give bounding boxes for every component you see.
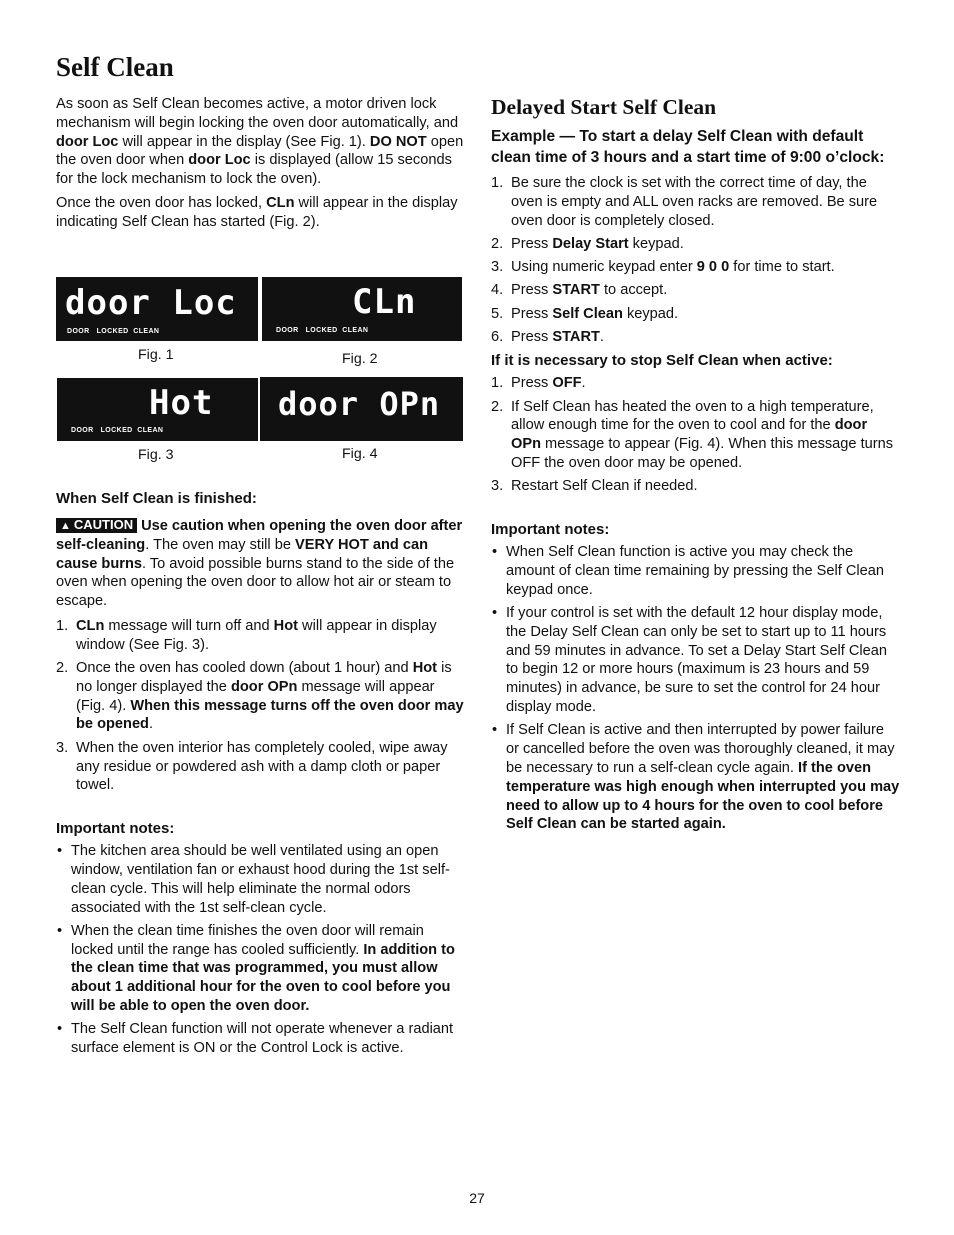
- figure-1-caption: Fig. 1: [138, 347, 174, 363]
- list-item: 2. If Self Clean has heated the oven to a high temperature, allow enough time for the oven to cool and for the door OPn message to appear (Fig. 4). When this message turns OFF the oven door may be opened.: [491, 398, 894, 472]
- left-column-finished: [56, 489, 466, 1062]
- important-notes-list: [56, 842, 466, 1058]
- figure-3-display: [57, 378, 258, 441]
- caution-badge: ▲ CAUTION: [56, 518, 137, 533]
- list-item: 3. Restart Self Clean if needed.: [491, 478, 698, 495]
- caution-paragraph: ▲ CAUTION Use caution when opening the oven door after self-cleaning. The oven may still be VERY HOT and can cause burns. To avoid possible burns stand to the side of the oven when opening the oven door to allow hot air or steam to escape.: [56, 517, 463, 610]
- list-item: • If your control is set with the default 12 hour display mode, the Delay Self Clean can only be set to start up to 11 hours and 59 minutes in advance. To set a Delay Start Self Clean to begin 12 or more hours (maximum is 23 hours and 59 minutes) in advance, be sure to set the control for 24 hour display mode.: [491, 604, 901, 717]
- finished-steps-list: [56, 617, 466, 795]
- left-column-intro: [56, 95, 466, 237]
- figure-2-display: [262, 277, 462, 341]
- figure-4-caption: Fig. 4: [342, 446, 378, 462]
- list-item: 1. Be sure the clock is set with the correct time of day, the oven is empty and ALL oven racks are removed. Be sure oven door is completely closed.: [491, 175, 878, 229]
- section-title-delayed-start: Delayed Start Self Clean: [491, 95, 717, 119]
- display-status-indicators: DOOR LOCKED CLEAN: [276, 327, 369, 334]
- display-status-indicators: DOOR LOCKED CLEAN: [71, 427, 164, 434]
- display-text: Hot: [149, 383, 214, 423]
- list-item: 1. CLn message will turn off and Hot will appear in display window (See Fig. 3).: [56, 617, 437, 653]
- list-item: • The Self Clean function will not operate whenever a radiant surface element is ON or the Control Lock is active.: [56, 1020, 466, 1058]
- finished-heading: When Self Clean is finished:: [56, 490, 257, 507]
- important-notes-heading: Important notes:: [491, 521, 610, 539]
- display-status-indicators: DOOR LOCKED CLEAN: [67, 328, 160, 335]
- display-text: door OPn: [278, 385, 441, 423]
- list-item: 2. Press Delay Start keypad.: [491, 235, 684, 252]
- list-item: 2. Once the oven has cooled down (about 1 hour) and Hot is no longer displayed the door OPn message will appear (Fig. 4). When this message turns off the oven door may be opened.: [56, 660, 464, 733]
- list-item: • If Self Clean is active and then interrupted by power failure or cancelled before the oven was thoroughly cleaned, it may be necessary to run a self-clean cycle again. If the oven temperature was high enough when interrupted you may need to allow up to 4 hours for the oven to cool before Self Clean can be started again.: [491, 721, 901, 834]
- list-item: • The kitchen area should be well ventilated using an open window, ventilation fan or exhaust hood during the 1st self-clean cycle. This will help eliminate the normal odors associated with the 1st self-clean cycle.: [56, 842, 466, 917]
- figure-1-display: [56, 277, 258, 341]
- warning-triangle-icon: ▲: [60, 520, 71, 532]
- stop-heading: If it is necessary to stop Self Clean when active:: [491, 352, 833, 370]
- page-title: Self Clean: [56, 52, 174, 82]
- figure-4-display: [260, 377, 463, 441]
- list-item: • When the clean time finishes the oven door will remain locked until the range has cooled sufficiently. In addition to the clean time that was programmed, you must allow about 1 additional hour for the oven to cool before you will be able to open the oven door.: [56, 922, 466, 1016]
- example-heading: Example — To start a delay Self Clean with default clean time of 3 hours and a start time of 9:00 o’clock:: [491, 128, 885, 166]
- intro-paragraph-2: Once the oven door has locked, CLn will appear in the display indicating Self Clean has started (Fig. 2).: [56, 194, 458, 230]
- list-item: 1. Press OFF.: [491, 375, 586, 392]
- important-notes-list: [491, 543, 901, 834]
- figure-3-caption: Fig. 3: [138, 447, 174, 463]
- delay-steps-list: [491, 174, 901, 347]
- stop-steps-list: [491, 374, 901, 496]
- display-text: CLn: [352, 282, 417, 322]
- display-text: door Loc: [65, 283, 237, 323]
- page-number: 27: [469, 1190, 485, 1206]
- list-item: 5. Press Self Clean keypad.: [491, 305, 679, 322]
- right-column: [491, 93, 901, 839]
- intro-paragraph-1: As soon as Self Clean becomes active, a motor driven lock mechanism will begin locking the oven door automatically, and door Loc will appear in the display (See Fig. 1). DO NOT open the oven door when door Loc is displayed (allow 15 seconds for the lock mechanism to lock the oven).: [56, 96, 464, 188]
- important-notes-heading: Important notes:: [56, 820, 175, 838]
- figure-2-caption: Fig. 2: [342, 351, 378, 367]
- list-item: 3. When the oven interior has completely cooled, wipe away any residue or powdered ash with a damp cloth or paper towel.: [56, 739, 448, 794]
- list-item: 4. Press START to accept.: [491, 282, 668, 299]
- list-item: • When Self Clean function is active you may check the amount of clean time remaining by pressing the Self Clean keypad once.: [491, 543, 901, 599]
- list-item: 3. Using numeric keypad enter 9 0 0 for time to start.: [491, 259, 835, 276]
- list-item: 6. Press START.: [491, 329, 604, 346]
